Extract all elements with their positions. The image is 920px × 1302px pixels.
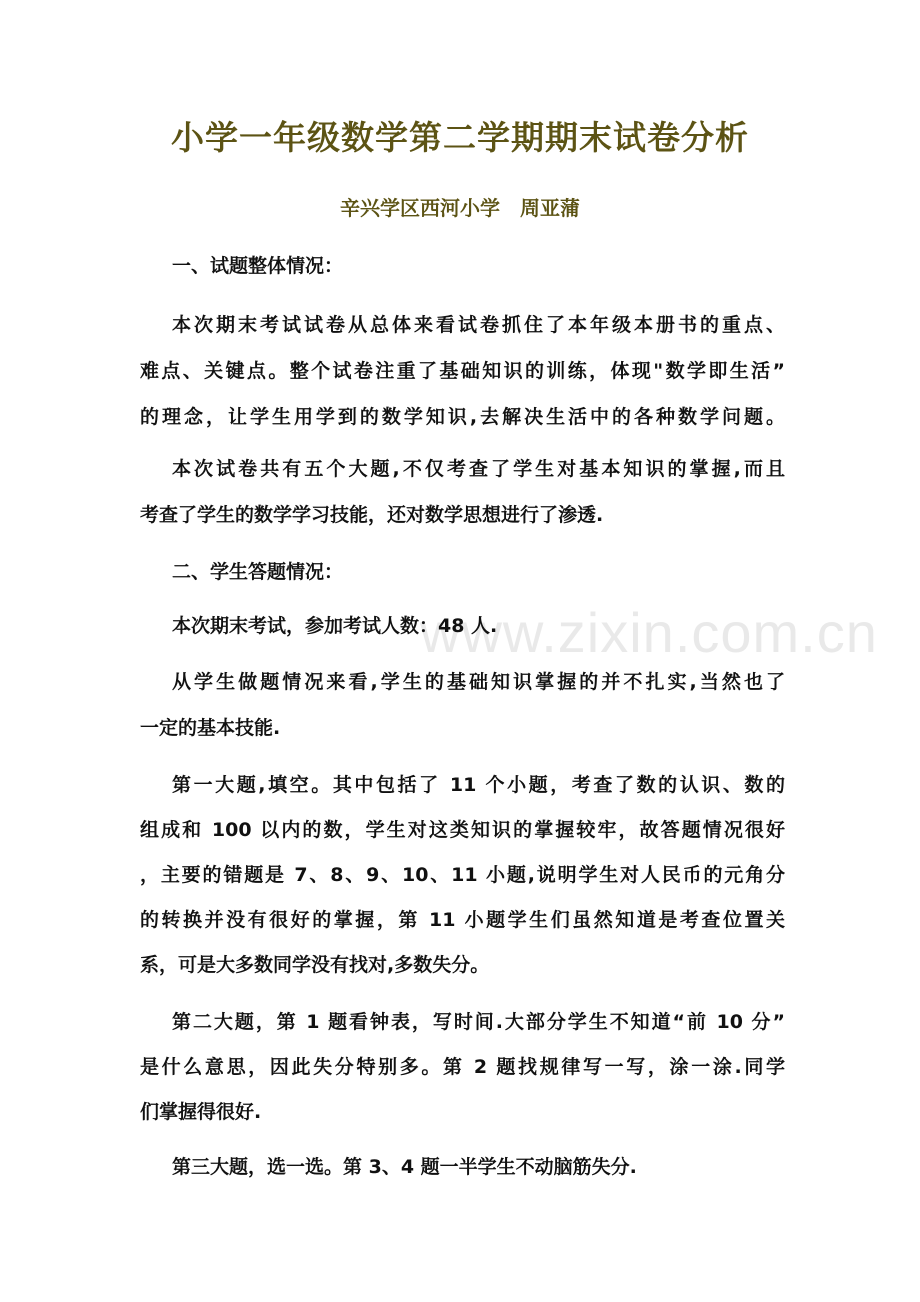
paragraph-1-line-1: 本次期末考试试卷从总体来看试卷抓住了本年级本册书的重点、 — [172, 314, 785, 336]
paragraph-1-line-2: 难点、关键点。整个试卷注重了基础知识的训练，体现"数学即生活” — [140, 360, 785, 382]
paragraph-4-line-2: 一定的基本技能. — [140, 717, 281, 739]
paragraph-5-line-2: 组成和 100 以内的数，学生对这类知识的掌握较牢，故答题情况很好 — [140, 819, 785, 841]
paragraph-5-line-5: 系，可是大多数同学没有找对,多数失分。 — [140, 954, 490, 976]
paragraph-4-line-1: 从学生做题情况来看,学生的基础知识掌握的并不扎实,当然也了 — [172, 671, 785, 693]
section-heading-2: 二、学生答题情况： — [172, 561, 344, 583]
paragraph-3-line-1: 本次期末考试，参加考试人数：48 人. — [172, 615, 498, 637]
paragraph-6-line-2: 是什么意思，因此失分特别多。第 2 题找规律写一写，涂一涂.同学 — [140, 1056, 785, 1078]
paragraph-2-line-1: 本次试卷共有五个大题,不仅考查了学生对基本知识的掌握,而且 — [172, 458, 785, 480]
section-heading-1: 一、试题整体情况： — [172, 255, 344, 277]
document-author: 辛兴学区西河小学 周亚蒲 — [340, 196, 580, 220]
document-title: 小学一年级数学第二学期期末试卷分析 — [171, 118, 749, 157]
paragraph-5-line-1: 第一大题,填空。其中包括了 11 个小题，考查了数的认识、数的 — [172, 774, 785, 796]
paragraph-2-line-2: 考查了学生的数学学习技能，还对数学思想进行了渗透. — [140, 504, 604, 526]
watermark: www.zixin.com.cn — [420, 601, 878, 664]
paragraph-5-line-3: ，主要的错题是 7、8、9、10、11 小题,说明学生对人民币的元角分 — [140, 864, 785, 886]
paragraph-5-line-4: 的转换并没有很好的掌握，第 11 小题学生们虽然知道是考查位置关 — [140, 909, 785, 931]
paragraph-6-line-1: 第二大题，第 1 题看钟表，写时间.大部分学生不知道“前 10 分” — [172, 1011, 785, 1033]
paragraph-7-line-1: 第三大题，选一选。第 3、4 题一半学生不动脑筋失分. — [172, 1156, 637, 1178]
paragraph-1-line-3: 的理念，让学生用学到的数学知识,去解决生活中的各种数学问题。 — [140, 406, 785, 428]
paragraph-6-line-3: 们掌握得很好. — [140, 1101, 262, 1123]
